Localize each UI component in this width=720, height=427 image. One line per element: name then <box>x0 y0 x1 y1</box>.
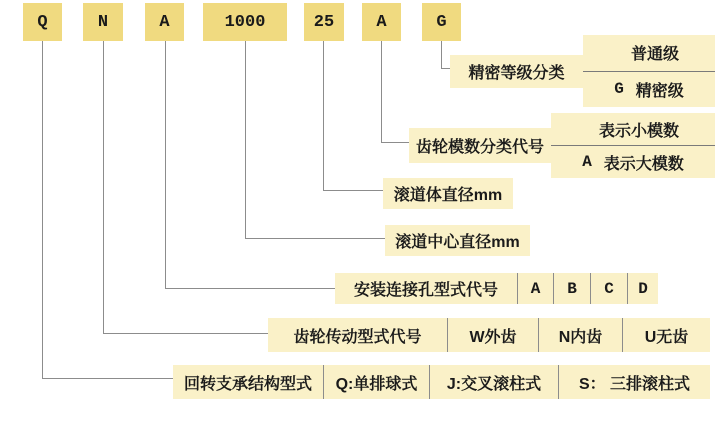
code-box-precision: G <box>422 3 461 41</box>
code-box-roller: 25 <box>304 3 344 41</box>
precision-grade-label: 精密等级分类 <box>450 55 583 88</box>
precision-option-text: 普通级 <box>630 46 679 64</box>
connector-structure-horizontal <box>42 378 173 379</box>
cell-hole-type-b: B <box>553 273 590 304</box>
module-option-text: 表示大模数 <box>603 155 684 173</box>
gear-transmission-type-label: 齿轮传动型式代号 <box>293 328 422 346</box>
code-box-structure: Q <box>23 3 62 41</box>
gear-module-options <box>551 113 715 178</box>
cell-gear-external: W外齿 <box>447 318 538 352</box>
connector-module-horizontal <box>381 142 409 143</box>
cell-gear-internal: N内齿 <box>538 318 622 352</box>
cell-structure-triple-row-roller: S： 三排滚柱式 <box>558 365 710 399</box>
structure-type-label: 回转支承结构型式 <box>183 375 312 393</box>
precision-option-text: 精密级 <box>635 82 684 100</box>
connector-gear-horizontal <box>103 333 268 334</box>
module-option-large <box>551 145 715 178</box>
code-box-raceway: 1000 <box>203 3 287 41</box>
module-option-code: A <box>582 153 592 171</box>
roller-diameter-label: 滚道体直径mm <box>383 178 513 209</box>
connector-structure-vertical <box>42 41 43 379</box>
module-option-text: 表示小模数 <box>598 122 679 140</box>
precision-option-ordinary <box>583 35 715 71</box>
cell-structure-single-row-ball: Q:单排球式 <box>323 365 429 399</box>
connector-holes-vertical <box>165 41 166 288</box>
precision-grade-options <box>583 35 715 107</box>
precision-option-precise <box>583 71 715 108</box>
connector-precision-vertical <box>441 41 442 68</box>
connector-raceway-horizontal <box>245 238 385 239</box>
mounting-hole-type-label: 安装连接孔型式代号 <box>353 282 498 299</box>
cell-hole-type-d: D <box>627 273 658 304</box>
code-box-holes: A <box>145 3 184 41</box>
connector-precision-horizontal <box>441 68 450 69</box>
raceway-center-diameter-label: 滚道中心直径mm <box>385 225 530 256</box>
connector-gear-vertical <box>103 41 104 333</box>
gear-transmission-type-row <box>268 318 710 352</box>
cell-structure-crossed-roller: J:交叉滚柱式 <box>429 365 558 399</box>
connector-roller-horizontal <box>323 190 383 191</box>
structure-type-row <box>173 365 710 399</box>
cell-hole-type-c: C <box>590 273 627 304</box>
module-option-small <box>551 113 715 145</box>
precision-option-code: G <box>614 80 624 99</box>
connector-roller-vertical <box>323 41 324 190</box>
cell-hole-type-a: A <box>517 273 553 304</box>
gear-module-label: 齿轮模数分类代号 <box>409 128 551 163</box>
code-box-module: A <box>362 3 401 41</box>
cell-gear-none: U无齿 <box>622 318 710 352</box>
connector-raceway-vertical <box>245 41 246 238</box>
connector-holes-horizontal <box>165 288 335 289</box>
mounting-hole-type-row <box>335 273 658 304</box>
connector-module-vertical <box>381 41 382 142</box>
code-box-gear: N <box>83 3 123 41</box>
